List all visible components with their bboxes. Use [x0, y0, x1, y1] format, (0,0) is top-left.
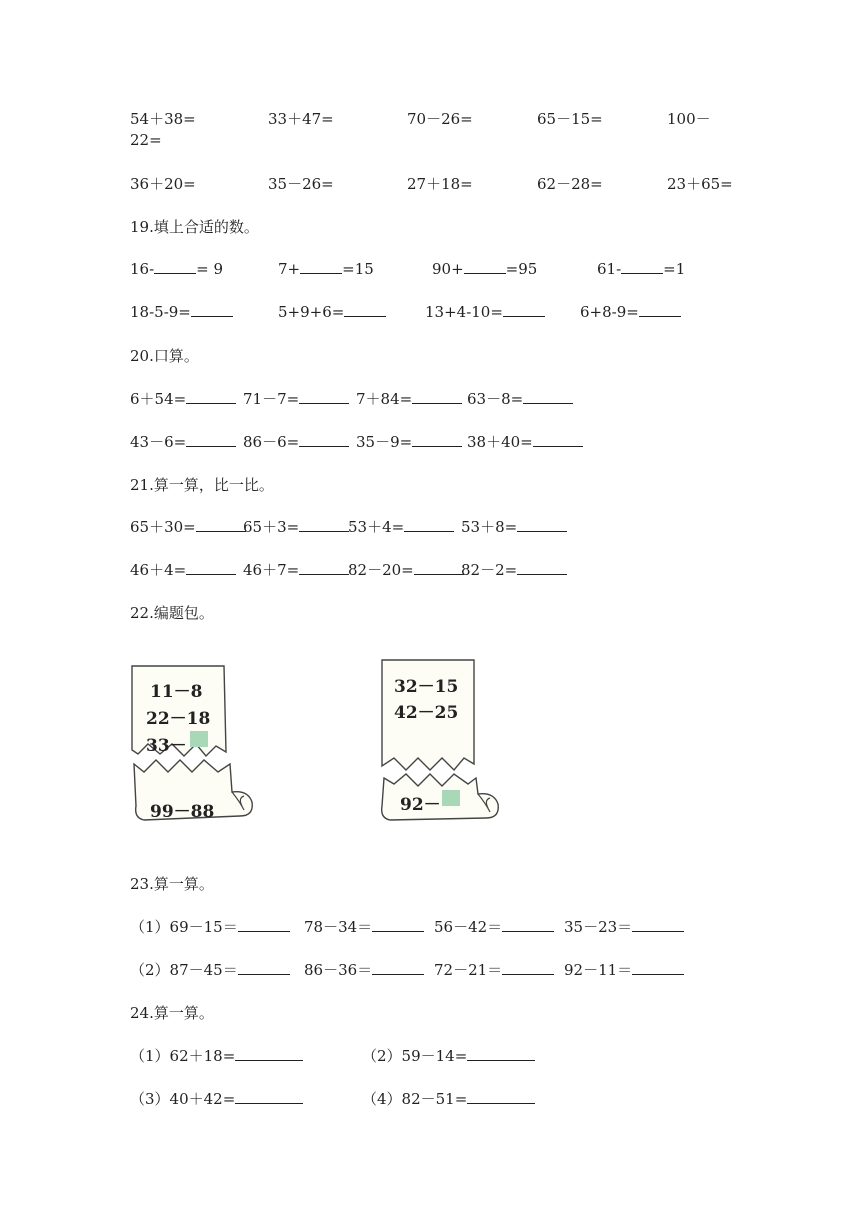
q24-text: （4）82－51=: [362, 1090, 468, 1108]
answer-blank[interactable]: [235, 1089, 303, 1104]
q21-text: 82－20=: [348, 561, 414, 579]
q23-item: [304, 916, 424, 937]
q20-text: 38＋40=: [467, 433, 533, 451]
q18-item: 33＋47=: [268, 110, 334, 128]
q18-item: 27＋18=: [407, 175, 473, 193]
answer-blank[interactable]: [632, 917, 684, 932]
answer-blank[interactable]: [344, 302, 386, 317]
q23-item: [434, 959, 554, 980]
q23-title: 23.算一算。: [130, 875, 214, 893]
answer-blank[interactable]: [299, 389, 349, 404]
scroll-problem: 92－: [400, 795, 441, 815]
q23-text: 78－34＝: [304, 918, 373, 936]
answer-blank[interactable]: [154, 259, 196, 274]
q19-text: 5+9+6=: [278, 303, 345, 321]
q21-item: [348, 559, 464, 580]
answer-blank[interactable]: [300, 259, 342, 274]
q24-item: [130, 1088, 303, 1109]
answer-blank[interactable]: [464, 259, 506, 274]
q24-text: （1）62＋18=: [130, 1047, 236, 1065]
q19-text: =15: [342, 260, 374, 278]
q19-text: 61-: [597, 260, 622, 278]
answer-blank[interactable]: [467, 1046, 535, 1061]
q20-item: [467, 431, 583, 452]
q22-title: 22.编题包。: [130, 604, 214, 622]
q19-text: 18-5-9=: [130, 303, 191, 321]
q24-item: [362, 1088, 535, 1109]
answer-blank[interactable]: [412, 389, 462, 404]
answer-blank[interactable]: [632, 960, 684, 975]
q24-item: [362, 1045, 535, 1066]
q20-item: [243, 431, 349, 452]
answer-blank[interactable]: [404, 517, 454, 532]
q20-text: 86－6=: [243, 433, 300, 451]
q19-text: 16-: [130, 260, 155, 278]
q19-item: [597, 259, 685, 278]
q20-item: [356, 431, 462, 452]
answer-blank[interactable]: [299, 560, 349, 575]
q21-text: 65＋30=: [130, 518, 196, 536]
q20-item: [130, 388, 236, 409]
answer-blank[interactable]: [196, 517, 246, 532]
q23-item: [304, 959, 424, 980]
q23-item: [130, 959, 290, 980]
q21-text: 82－2=: [461, 561, 518, 579]
q21-text: 46＋7=: [243, 561, 300, 579]
q23-text: 72－21＝: [434, 961, 503, 979]
scroll-problem: 99－88: [150, 802, 215, 822]
q23-text: 92－11＝: [564, 961, 633, 979]
answer-blank[interactable]: [467, 1089, 535, 1104]
q19-text: =95: [505, 260, 538, 278]
q19-text: 13+4-10=: [425, 303, 503, 321]
answer-blank[interactable]: [186, 560, 236, 575]
answer-blank[interactable]: [412, 432, 462, 447]
q19-title: 19.填上合适的数。: [130, 218, 259, 236]
q18-item: 54＋38=: [130, 110, 196, 128]
q19-text: =1: [663, 260, 686, 278]
q19-item: [432, 259, 537, 278]
q21-text: 53＋4=: [348, 518, 405, 536]
q21-item: [461, 559, 567, 580]
q19-text: 7+: [278, 260, 301, 278]
q21-title: 21.算一算，比一比。: [130, 476, 274, 494]
answer-blank[interactable]: [186, 432, 236, 447]
q20-item: [467, 388, 573, 409]
q20-text: 63－8=: [467, 390, 524, 408]
answer-blank[interactable]: [414, 560, 464, 575]
q18-item: 36＋20=: [130, 175, 196, 193]
q23-text: 56－42＝: [434, 918, 503, 936]
q20-text: 71－7=: [243, 390, 300, 408]
q23-item: [434, 916, 554, 937]
q21-text: 53＋8=: [461, 518, 518, 536]
right-problem-scroll: [376, 656, 508, 828]
q18-item: 100－: [667, 110, 711, 128]
answer-blank[interactable]: [372, 960, 424, 975]
answer-blank[interactable]: [502, 960, 554, 975]
q21-item: [243, 516, 349, 537]
answer-square: [190, 731, 208, 747]
scroll-problem: 32－15: [394, 677, 459, 697]
answer-blank[interactable]: [191, 302, 233, 317]
answer-square: [442, 790, 460, 806]
q18-item: 70－26=: [407, 110, 473, 128]
q23-item: [130, 916, 290, 937]
answer-blank[interactable]: [503, 302, 545, 317]
q23-text: （2）87－45＝: [130, 961, 238, 979]
scroll-problem: 42－25: [394, 703, 459, 723]
q19-text: 6+8-9=: [580, 303, 639, 321]
answer-blank[interactable]: [517, 560, 567, 575]
q18-item: 62－28=: [537, 175, 603, 193]
q20-text: 43－6=: [130, 433, 187, 451]
q21-item: [461, 516, 567, 537]
q21-item: [130, 559, 236, 580]
answer-blank[interactable]: [235, 1046, 303, 1061]
q23-item: [564, 916, 684, 937]
answer-blank[interactable]: [186, 389, 236, 404]
scroll-problem: 33－: [146, 736, 187, 756]
answer-blank[interactable]: [299, 517, 349, 532]
q20-text: 6＋54=: [130, 390, 187, 408]
q18-item: 23＋65=: [667, 175, 733, 193]
q20-item: [356, 388, 462, 409]
q19-text: 90+: [432, 260, 464, 278]
answer-blank[interactable]: [238, 917, 290, 932]
q24-text: （2）59－14=: [362, 1047, 468, 1065]
q19-item: [580, 302, 681, 321]
q21-item: [130, 516, 246, 537]
answer-blank[interactable]: [372, 917, 424, 932]
q18-item: 35－26=: [268, 175, 334, 193]
q18-item: 65－15=: [537, 110, 603, 128]
q24-text: （3）40＋42=: [130, 1090, 236, 1108]
q19-item: [425, 302, 545, 321]
q23-text: （1）69－15＝: [130, 918, 238, 936]
q19-item: [130, 302, 233, 321]
answer-blank[interactable]: [517, 517, 567, 532]
q23-text: 35－23＝: [564, 918, 633, 936]
q20-item: [130, 431, 236, 452]
q23-text: 86－36＝: [304, 961, 373, 979]
q19-text: = 9: [196, 260, 224, 278]
answer-blank[interactable]: [639, 302, 681, 317]
q18-item-wrap: 22=: [130, 131, 162, 149]
q21-item: [348, 516, 454, 537]
q24-title: 24.算一算。: [130, 1004, 214, 1022]
q20-text: 35－9=: [356, 433, 413, 451]
q20-title: 20.口算。: [130, 347, 199, 365]
q21-text: 46＋4=: [130, 561, 187, 579]
q19-item: [278, 302, 386, 321]
q20-text: 7＋84=: [356, 390, 413, 408]
answer-blank[interactable]: [502, 917, 554, 932]
answer-blank[interactable]: [299, 432, 349, 447]
q21-text: 65＋3=: [243, 518, 300, 536]
q23-item: [564, 959, 684, 980]
scroll-problem: 11－8: [150, 682, 203, 702]
scroll-problem: 22－18: [146, 709, 211, 729]
q20-item: [243, 388, 349, 409]
answer-blank[interactable]: [238, 960, 290, 975]
q24-item: [130, 1045, 303, 1066]
q19-item: [278, 259, 374, 278]
answer-blank[interactable]: [533, 432, 583, 447]
left-problem-scroll: [128, 660, 260, 832]
answer-blank[interactable]: [621, 259, 663, 274]
q21-item: [243, 559, 349, 580]
answer-blank[interactable]: [523, 389, 573, 404]
q19-item: [130, 259, 223, 278]
